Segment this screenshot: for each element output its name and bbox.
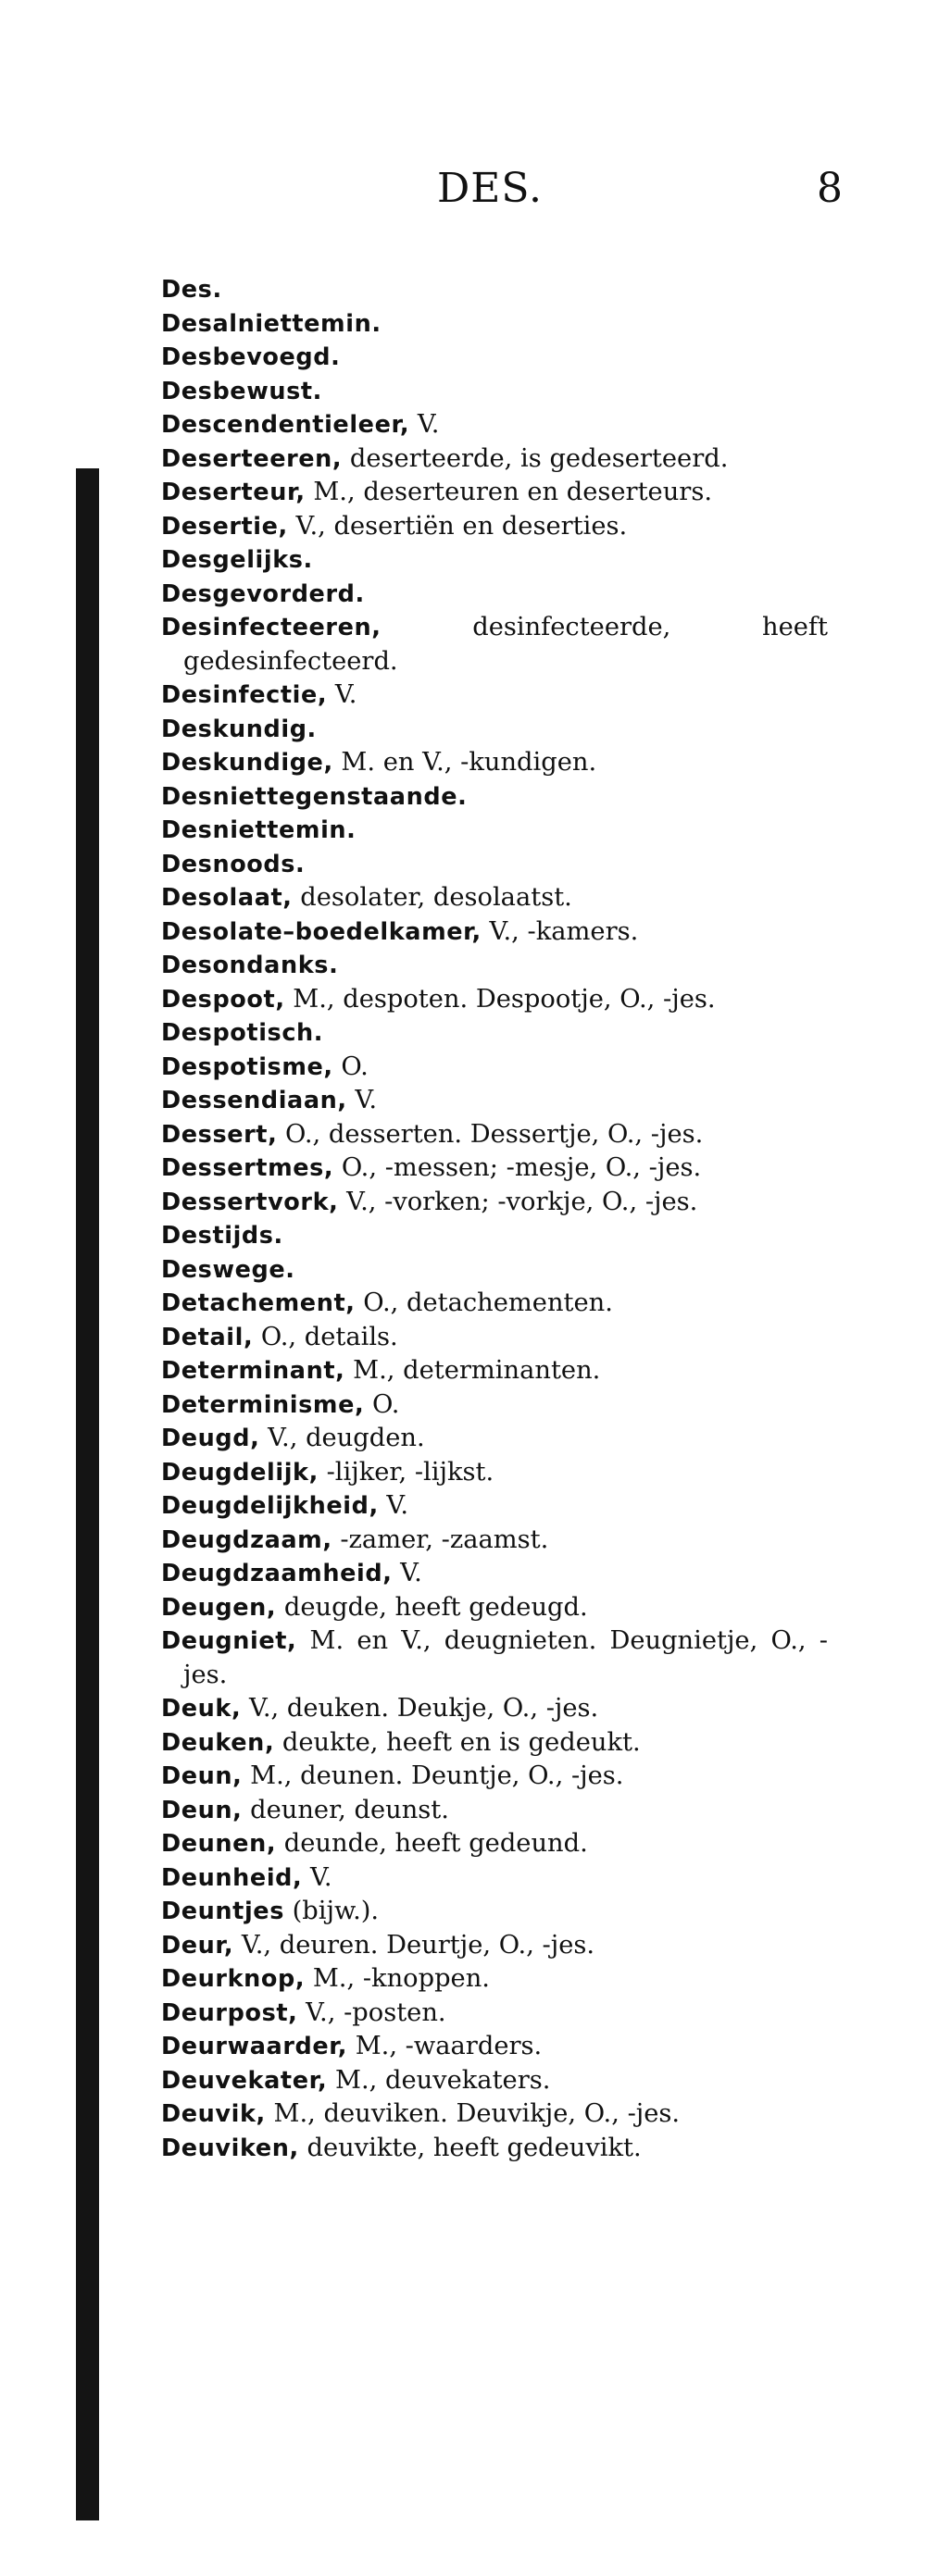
entry-definition: V. xyxy=(378,1491,409,1520)
dictionary-entry xyxy=(161,611,828,678)
dictionary-entry xyxy=(161,1422,828,1456)
entry-headword: Desniettegenstaande. xyxy=(161,782,468,811)
entry-definition: deuner, deunst. xyxy=(242,1795,449,1824)
entry-headword: Despotisme, xyxy=(161,1052,333,1081)
entry-definition: desinfecteerde, heeft gedesinfecteerd. xyxy=(183,613,828,676)
entry-definition: -zamer, -zaamst. xyxy=(332,1524,549,1554)
dictionary-entry xyxy=(161,1861,828,1896)
entry-definition: deukte, heeft en is gedeukt. xyxy=(274,1727,641,1757)
entry-headword: Deun, xyxy=(161,1796,243,1824)
entry-definition: V. xyxy=(346,1086,378,1114)
entry-definition: O., details. xyxy=(253,1322,398,1351)
entry-headword: Deurwaarder, xyxy=(161,2033,348,2060)
page-header xyxy=(0,165,926,220)
entry-headword: Detail, xyxy=(161,1323,254,1351)
entry-definition: O. xyxy=(332,1052,369,1081)
entry-definition: O., -messen; -mesje, O., -jes. xyxy=(333,1153,702,1182)
entry-headword: Descendentieleer, xyxy=(161,411,410,439)
dictionary-entry xyxy=(161,780,828,815)
entry-definition: M., deuviken. Deuvikje, O., -jes. xyxy=(265,2099,681,2128)
entry-headword: Deuk, xyxy=(161,1695,242,1723)
entry-headword: Deuviken, xyxy=(161,2134,299,2162)
entry-definition: -lijker, -lijkst. xyxy=(318,1457,494,1487)
dictionary-entry xyxy=(161,2097,828,2132)
entry-headword: Determinant, xyxy=(161,1357,345,1385)
entry-headword: Dessertmes, xyxy=(161,1154,334,1182)
entry-definition: V., deuken. Deukje, O., -jes. xyxy=(241,1694,599,1723)
dictionary-entry xyxy=(161,1219,828,1253)
dictionary-entry xyxy=(161,476,828,510)
entry-headword: Deuntjes xyxy=(161,1898,284,1925)
entry-definition: V., desertiën en deserties. xyxy=(287,511,628,541)
dictionary-entry xyxy=(161,1253,828,1288)
dictionary-entry xyxy=(161,1624,828,1692)
entry-headword: Desondanks. xyxy=(161,952,339,979)
entry-definition: deuvikte, heeft gedeuvikt. xyxy=(298,2133,642,2162)
dictionary-entry xyxy=(161,1929,828,1963)
dictionary-entry xyxy=(161,1524,828,1558)
entry-headword: Desbevoegd. xyxy=(161,343,341,371)
entry-headword: Desbewust. xyxy=(161,377,322,405)
dictionary-entry xyxy=(161,1760,828,1794)
entry-headword: Deur, xyxy=(161,1931,234,1960)
dictionary-entry xyxy=(161,442,828,477)
entry-headword: Deswege. xyxy=(161,1255,295,1284)
entry-headword: Deugen, xyxy=(161,1593,277,1622)
dictionary-entry xyxy=(161,1591,828,1625)
entry-headword: Desnoods. xyxy=(161,850,306,878)
dictionary-entry xyxy=(161,1354,828,1388)
dictionary-entry xyxy=(161,1151,828,1186)
entry-headword: Desniettemin. xyxy=(161,816,357,844)
running-head: DES. xyxy=(437,165,543,212)
entry-headword: Deun, xyxy=(161,1762,243,1790)
entry-headword: Des. xyxy=(161,276,222,304)
dictionary-entry xyxy=(161,1997,828,2031)
entry-headword: Determinisme, xyxy=(161,1390,365,1419)
entry-definition: V. xyxy=(392,1559,422,1587)
entry-headword: Deunheid, xyxy=(161,1863,303,1892)
entry-definition: V., -vorken; -vorkje, O., -jes. xyxy=(338,1187,698,1216)
dictionary-entry xyxy=(161,678,828,713)
dictionary-entry xyxy=(161,881,828,915)
entry-definition: M., -knoppen. xyxy=(305,1964,490,1993)
dictionary-entry xyxy=(161,2132,828,2166)
entry-headword: Dessendiaan, xyxy=(161,1087,347,1114)
dictionary-entry xyxy=(161,983,828,1017)
entry-headword: Deugdelijk, xyxy=(161,1458,319,1487)
entry-definition: O., desserten. Dessertje, O., -jes. xyxy=(277,1119,704,1149)
dictionary-entry xyxy=(161,2064,828,2098)
entry-headword: Deuvekater, xyxy=(161,2066,328,2095)
entry-definition: V., -posten. xyxy=(297,1997,446,2027)
entry-definition: M., deserteuren en deserteurs. xyxy=(305,478,713,506)
entry-headword: Deurpost, xyxy=(161,1998,298,2027)
entry-definition: V. xyxy=(302,1862,332,1892)
dictionary-entry xyxy=(161,915,828,950)
dictionary-entry xyxy=(161,273,828,307)
dictionary-entry xyxy=(161,949,828,983)
dictionary-entry xyxy=(161,408,828,442)
entry-headword: Deugdzaamheid, xyxy=(161,1560,393,1587)
dictionary-entry xyxy=(161,578,828,612)
entry-headword: Deugd, xyxy=(161,1425,260,1452)
entry-headword: Deurknop, xyxy=(161,1965,306,1993)
entry-definition: deserteerde, is gedeserteerd. xyxy=(342,443,729,473)
entry-headword: Deskundig. xyxy=(161,715,317,743)
entry-definition: V., deugden. xyxy=(259,1424,425,1452)
entry-headword: Destijds. xyxy=(161,1222,283,1250)
entry-headword: Desinfectie, xyxy=(161,681,328,709)
entry-definition: M., determinanten. xyxy=(344,1356,601,1385)
entry-headword: Deunen, xyxy=(161,1830,277,1858)
entry-definition: O. xyxy=(364,1389,400,1419)
dictionary-entry xyxy=(161,1827,828,1861)
dictionary-entry xyxy=(161,1726,828,1761)
entry-definition: V. xyxy=(409,410,440,439)
entry-headword: Desalniettemin. xyxy=(161,309,382,338)
entry-headword: Desgevorderd. xyxy=(161,579,365,608)
dictionary-entry xyxy=(161,1557,828,1591)
page-number: 8 xyxy=(817,165,843,212)
dictionary-entry xyxy=(161,375,828,409)
entry-headword: Desolaat, xyxy=(161,884,293,912)
dictionary-entry xyxy=(161,848,828,882)
entry-headword: Detachement, xyxy=(161,1289,356,1317)
entry-definition: V., deuren. Deurtje, O., -jes. xyxy=(233,1930,595,1960)
dictionary-entry xyxy=(161,543,828,578)
dictionary-entry xyxy=(161,1051,828,1085)
dictionary-entry xyxy=(161,1186,828,1220)
dictionary-entry xyxy=(161,1794,828,1828)
entry-headword: Desinfecteeren, xyxy=(161,614,382,641)
entry-definition: V., -kamers. xyxy=(481,916,639,946)
entry-headword: Deugdzaam, xyxy=(161,1525,332,1554)
entry-headword: Desolate–boedelkamer, xyxy=(161,917,482,946)
dictionary-entry xyxy=(161,341,828,375)
entry-definition: M., despoten. Despootje, O., -jes. xyxy=(284,984,716,1014)
entry-headword: Dessertvork, xyxy=(161,1188,339,1216)
dictionary-entry xyxy=(161,746,828,780)
entry-headword: Deuken, xyxy=(161,1728,275,1757)
entry-headword: Deskundige, xyxy=(161,749,333,777)
dictionary-entry xyxy=(161,1321,828,1355)
dictionary-entry xyxy=(161,1388,828,1423)
entry-definition: (bijw.). xyxy=(283,1897,380,1925)
entry-headword: Deugniet, xyxy=(161,1627,297,1655)
entry-definition: M. en V., deugnieten. Deugnietje, O., -jes. xyxy=(183,1626,828,1689)
entry-headword: Deugdelijkheid, xyxy=(161,1492,379,1520)
entry-definition: O., detachementen. xyxy=(355,1288,613,1317)
dictionary-entry xyxy=(161,1895,828,1929)
entry-definition: M. en V., -kundigen. xyxy=(332,748,597,777)
entry-headword: Deserteeren, xyxy=(161,444,343,473)
entry-headword: Deuvik, xyxy=(161,2100,266,2128)
dictionary-entry xyxy=(161,814,828,848)
dictionary-entry xyxy=(161,713,828,747)
entry-definition: deunde, heeft gedeund. xyxy=(276,1829,588,1858)
dictionary-entry xyxy=(161,1084,828,1118)
entry-headword: Dessert, xyxy=(161,1120,278,1149)
entry-definition: deugde, heeft gedeugd. xyxy=(276,1592,588,1622)
dictionary-entry xyxy=(161,2030,828,2064)
entry-headword: Deserteur, xyxy=(161,479,306,506)
dictionary-entry xyxy=(161,1962,828,1997)
dictionary-entry xyxy=(161,1489,828,1524)
entry-definition: V. xyxy=(327,680,357,709)
entry-definition: M., deuvekaters. xyxy=(327,2065,551,2095)
dictionary-entry xyxy=(161,510,828,544)
dictionary-entry xyxy=(161,307,828,342)
dictionary-entry xyxy=(161,1456,828,1490)
entry-headword: Desertie, xyxy=(161,512,288,541)
entry-headword: Desgelijks. xyxy=(161,546,313,574)
entry-definition: M., -waarders. xyxy=(347,2032,543,2060)
margin-bar xyxy=(76,468,99,2520)
dictionary-entry xyxy=(161,1287,828,1321)
entry-headword: Despoot, xyxy=(161,985,285,1014)
entry-definition: desolater, desolaatst. xyxy=(292,883,572,912)
dictionary-entry xyxy=(161,1118,828,1152)
dictionary-entry xyxy=(161,1016,828,1051)
entry-headword: Despotisch. xyxy=(161,1019,324,1047)
entry-list xyxy=(161,273,828,2165)
entry-definition: M., deunen. Deuntje, O., -jes. xyxy=(242,1761,624,1790)
dictionary-entry xyxy=(161,1692,828,1726)
